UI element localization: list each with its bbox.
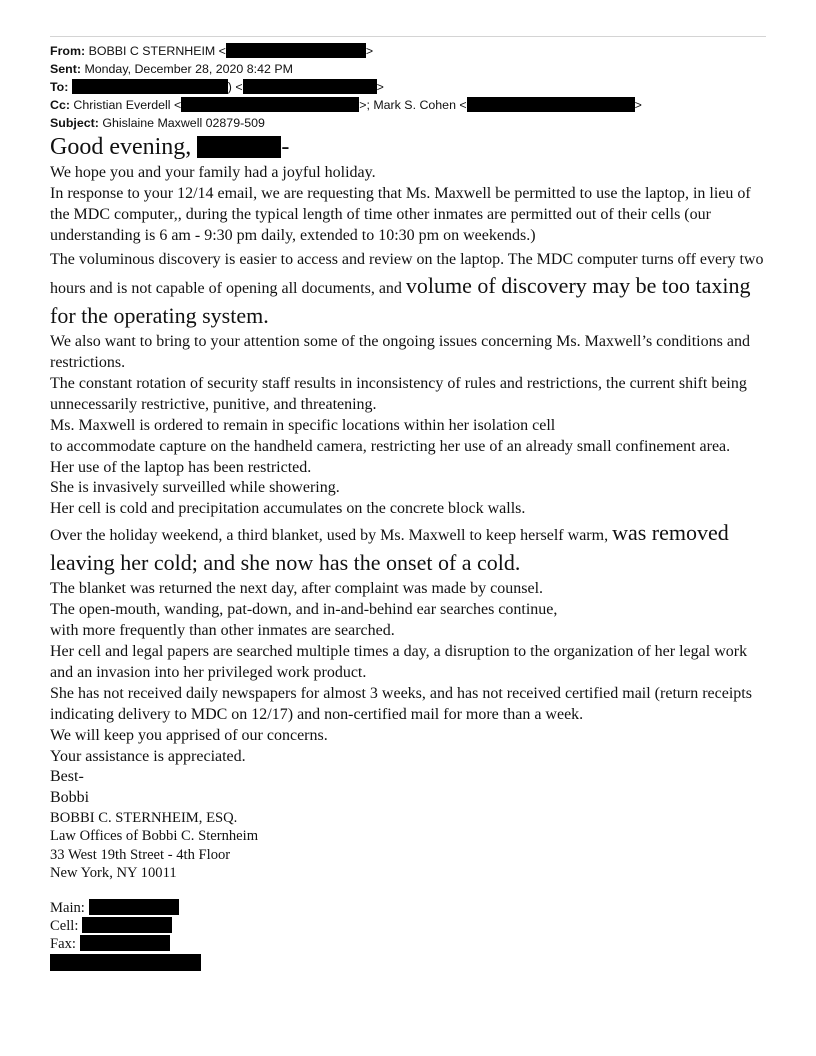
discovery-text: The voluminous discovery is easier to access and review on the laptop. The MDC computer turns off every two hours and is not capable of opening all documents, and [50, 250, 764, 298]
header-divider [50, 36, 766, 37]
signature-firm: Law Offices of Bobbi C. Sternheim [50, 828, 259, 845]
redaction-box [89, 899, 179, 915]
redaction-box [467, 97, 635, 112]
redaction-box [226, 43, 366, 58]
greeting [50, 131, 772, 163]
sent-value: Monday, December 28, 2020 8:42 PM [84, 62, 293, 76]
redaction-box [50, 954, 201, 971]
greeting-dash: - [281, 134, 290, 160]
fax-label: Fax: [50, 936, 76, 953]
blanket-large-text: was removed leaving her cold; and she now has the onset of a cold. [50, 520, 729, 575]
redaction-box [181, 97, 359, 112]
paragraph-discovery [50, 247, 772, 333]
paragraph-legal-papers: Her cell and legal papers are searched multiple times a day, a disruption to the organization of her legal work and an invasion into her privileged work product. [50, 643, 748, 681]
cc-separator: >; Mark S. Cohen < [359, 98, 467, 112]
sign-name: Bobbi [50, 789, 90, 807]
to-line [50, 78, 384, 96]
cell-label: Cell: [50, 918, 79, 935]
paragraph-blanket-returned: The blanket was returned the next day, after complaint was made by counsel. [50, 580, 544, 598]
paragraph-holiday: We hope you and your family had a joyful holiday. [50, 164, 376, 181]
sent-label: Sent: [50, 62, 81, 76]
signature-name: BOBBI C. STERNHEIM, ESQ. [50, 810, 238, 827]
paragraph-searches: The open-mouth, wanding, pat-down, and in-and-behind ear searches continue, [50, 601, 558, 619]
paragraph-apprised: We will keep you apprised of our concerns. [50, 726, 328, 744]
closing: Best- [50, 768, 84, 786]
greeting-text: Good evening, [50, 134, 192, 160]
signature-main [50, 899, 772, 917]
from-line [50, 42, 373, 60]
discovery-large-text: volume of discovery may be too taxing for the operating system. [50, 273, 751, 328]
blanket-text: Over the holiday weekend, a third blanket, used by Ms. Maxwell to keep herself warm, [50, 527, 609, 545]
paragraph-searches-frequency: with more frequently than other inmates are searched. [50, 622, 395, 640]
cc-close: > [634, 98, 642, 112]
redaction-box [72, 79, 228, 94]
from-name: BOBBI C STERNHEIM < [88, 44, 226, 58]
paragraph-camera: to accommodate capture on the handheld camera, restricting her use of an already small confinement area. [50, 437, 731, 455]
subject-line [50, 114, 265, 132]
redaction-box [197, 136, 281, 158]
signature-address-line1: 33 West 19th Street - 4th Floor [50, 846, 231, 863]
paragraph-laptop-restricted: Her use of the laptop has been restricted. [50, 458, 312, 476]
subject-value: Ghislaine Maxwell 02879-509 [102, 116, 265, 130]
cc-name-everdell: Christian Everdell < [73, 98, 182, 112]
signature-email [50, 954, 772, 973]
paragraph-appreciated: Your assistance is appreciated. [50, 747, 246, 765]
sent-line [50, 60, 293, 78]
redaction-box [243, 79, 377, 94]
signature-fax [50, 935, 772, 953]
cc-label: Cc: [50, 98, 70, 112]
signature-block [50, 809, 772, 973]
paragraph-blanket [50, 520, 772, 579]
signature-cell [50, 917, 772, 935]
paragraph-staff-rotation: The constant rotation of security staff results in inconsistency of rules and restrictions, the current shift being unnecessarily restrictive, punitive, and threatening. [50, 374, 747, 413]
from-close: > [365, 44, 374, 58]
signature-address-line2: New York, NY 10011 [50, 864, 177, 881]
redaction-box [82, 917, 172, 933]
to-mid: ) < [227, 80, 243, 94]
main-label: Main: [50, 900, 85, 917]
paragraph-showering: She is invasively surveilled while showering. [50, 479, 340, 497]
paragraph-issues: We also want to bring to your attention some of the ongoing issues concerning Ms. Maxwell’s conditions and restrictions. [50, 333, 750, 372]
subject-label: Subject: [50, 116, 99, 130]
paragraph-cold-cell: Her cell is cold and precipitation accumulates on the concrete block walls. [50, 500, 526, 518]
cc-line [50, 96, 642, 114]
paragraph-laptop-request: In response to your 12/14 email, we are requesting that Ms. Maxwell be permitted to use the laptop, in lieu of the MDC computer,, during the typical length of time other inmates are permitted out of their cells (our understanding is 6 am - 9:30 pm daily, extended to 10:30 pm on weekends.) [50, 184, 751, 244]
paragraph-locations: Ms. Maxwell is ordered to remain in specific locations within her isolation cell [50, 416, 556, 434]
redaction-box [80, 935, 170, 951]
from-label: From: [50, 44, 86, 58]
paragraph-mail: She has not received daily newspapers for almost 3 weeks, and has not received certified mail (return receipts indicating delivery to MDC on 12/17) and non-certified mail for more than a week. [50, 684, 752, 723]
email-body [50, 131, 772, 973]
to-label: To: [50, 80, 69, 94]
to-close: > [376, 80, 384, 94]
